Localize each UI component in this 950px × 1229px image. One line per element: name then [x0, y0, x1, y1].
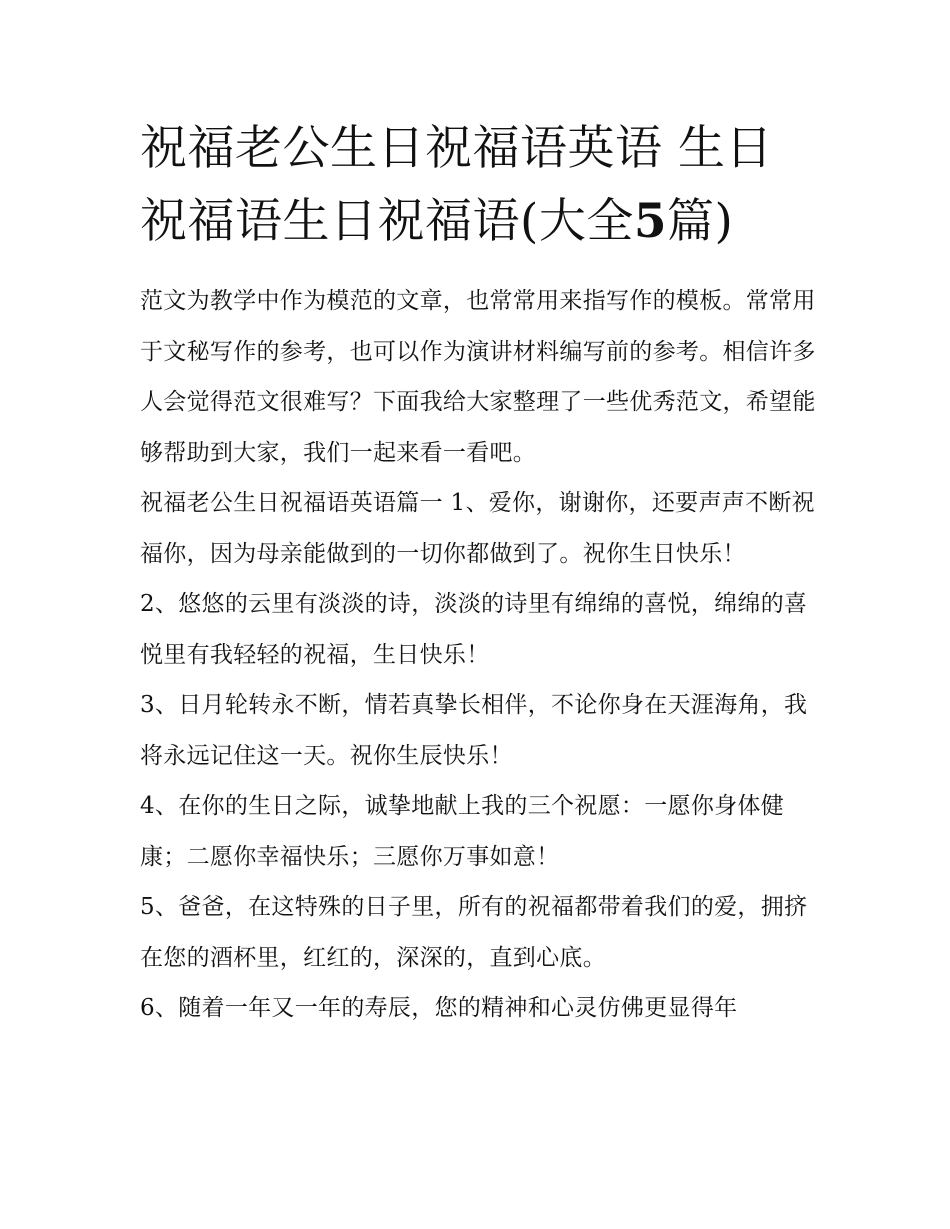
intro-paragraph: 范文为教学中作为模范的文章，也常常用来指写作的模板。常常用于文秘写作的参考，也可以作为演讲材料编写前的参考。相信许多人会觉得范文很难写？下面我给大家整理了一些优秀范文，希望能够帮助到大家，我们一起来看一看吧。 — [140, 288, 816, 466]
document-page — [140, 112, 820, 1034]
wish-item-2: 2、悠悠的云里有淡淡的诗，淡淡的诗里有绵绵的喜悦，绵绵的喜悦里有我轻轻的祝福，生日快乐！ — [140, 591, 808, 668]
wish-item-1: 祝福老公生日祝福语英语篇一 1、爱你，谢谢你，还要声声不断祝福你，因为母亲能做到的一切你都做到了。祝你生日快乐！ — [140, 490, 815, 567]
title-line-2-start: 祝福语生日祝福语(大全 — [140, 194, 634, 249]
wish-item-6: 6、随着一年又一年的寿辰，您的精神和心灵仿佛更显得年 — [140, 995, 738, 1021]
title-number: 5 — [633, 194, 668, 249]
wish-item-5: 5、爸爸，在这特殊的日子里，所有的祝福都带着我们的爱，拥挤在您的酒杯里，红红的，深深的，直到心底。 — [140, 894, 808, 971]
title-line-1: 祝福老公生日祝福语英语 生日 — [140, 121, 773, 176]
title-line-2-end: 篇) — [667, 194, 734, 249]
document-title — [140, 112, 820, 258]
wish-item-3: 3、日月轮转永不断，情若真挚长相伴，不论你身在天涯海角，我将永远记住这一天。祝你生辰快乐！ — [140, 692, 808, 769]
wish-item-4: 4、在你的生日之际，诚挚地献上我的三个祝愿：一愿你身体健康；二愿你幸福快乐；三愿你万事如意！ — [140, 793, 785, 870]
